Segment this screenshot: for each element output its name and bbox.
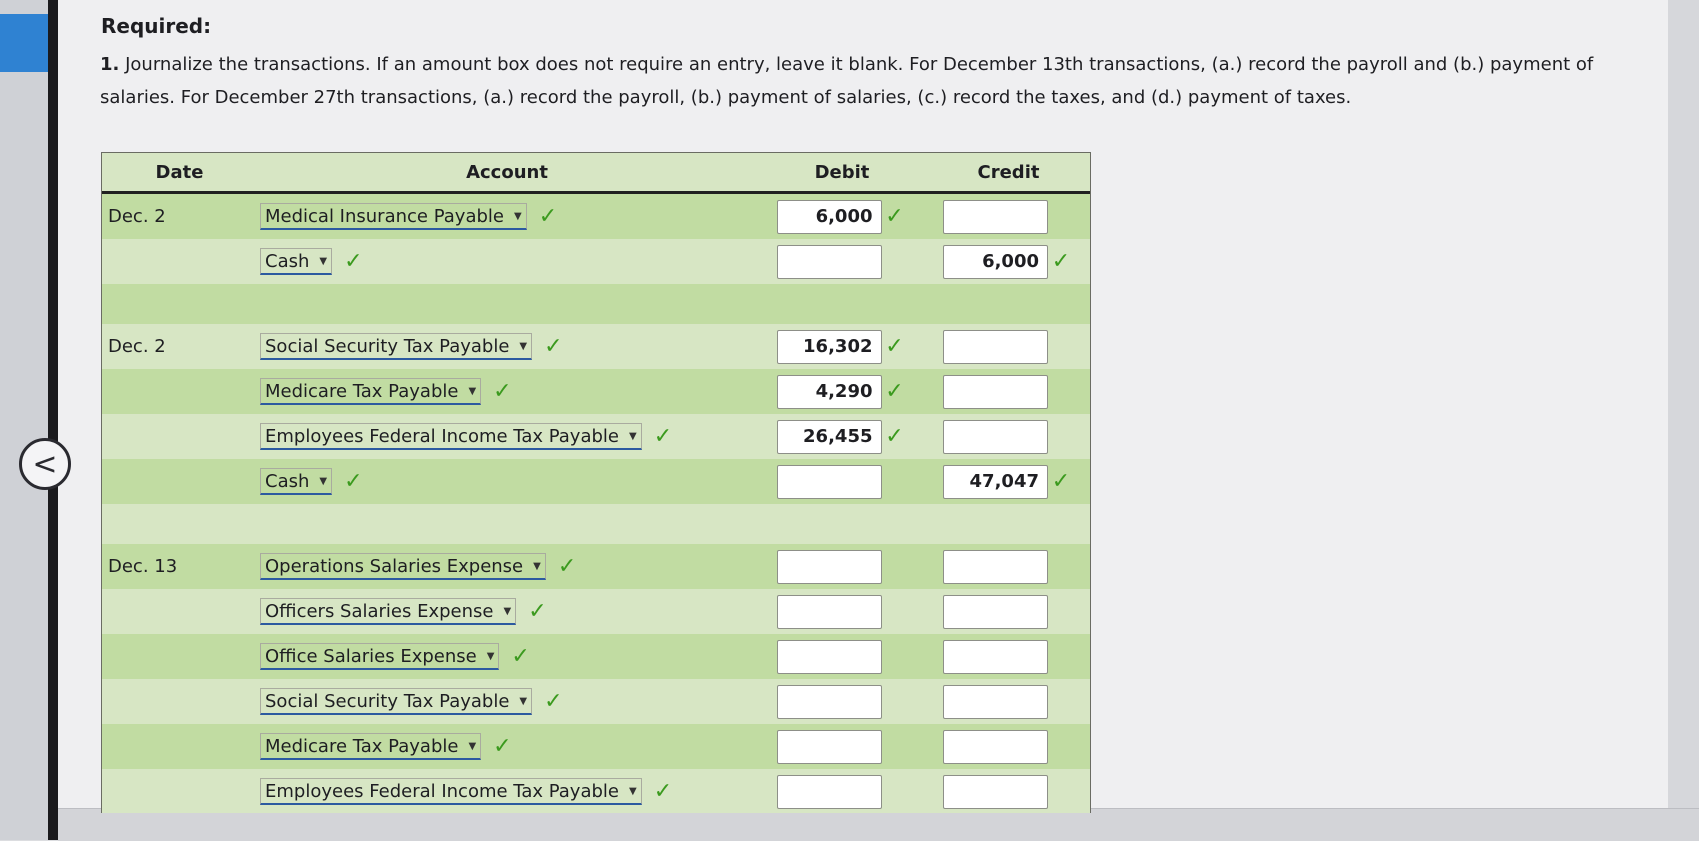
check-icon: ✓	[885, 424, 904, 449]
check-icon: ✓	[653, 779, 673, 804]
credit-input[interactable]	[943, 200, 1048, 234]
credit-input[interactable]	[943, 595, 1048, 629]
caret-down-icon: ▼	[513, 210, 522, 222]
back-button[interactable]	[19, 438, 71, 490]
row-date: Dec. 2	[108, 206, 166, 227]
debit-input[interactable]	[777, 640, 882, 674]
table-row	[102, 459, 1090, 504]
account-select[interactable]: Officers Salaries Expense ▼	[260, 598, 516, 625]
journal-table	[101, 152, 1091, 813]
caret-down-icon: ▼	[503, 605, 512, 617]
table-row	[102, 589, 1090, 634]
check-icon: ✓	[511, 644, 530, 669]
table-header	[102, 153, 1090, 194]
table-row	[102, 544, 1090, 589]
chevron-left-icon: <	[32, 446, 58, 482]
debit-input[interactable]: 26,455	[777, 420, 882, 454]
caret-down-icon: ▼	[519, 695, 528, 707]
header-account: Account	[466, 161, 548, 183]
account-select[interactable]: Social Security Tax Payable ▼	[260, 688, 532, 715]
account-select[interactable]: Office Salaries Expense ▼	[260, 643, 499, 670]
table-row	[102, 769, 1090, 813]
account-select[interactable]: Employees Federal Income Tax Payable ▼	[260, 778, 642, 805]
row-spacer	[102, 284, 1090, 324]
credit-input[interactable]	[943, 775, 1048, 809]
caret-down-icon: ▼	[628, 785, 637, 797]
check-icon: ✓	[344, 249, 363, 274]
account-select[interactable]: Medicare Tax Payable ▼	[260, 733, 481, 760]
instruction	[100, 48, 1640, 114]
table-row	[102, 724, 1090, 769]
caret-down-icon: ▼	[628, 430, 637, 442]
caret-down-icon: ▼	[533, 560, 541, 572]
instruction-number: 1.	[100, 54, 120, 75]
caret-down-icon: ▼	[486, 650, 495, 662]
table-row	[102, 194, 1090, 239]
left-blue-tab	[0, 14, 50, 72]
credit-input[interactable]	[943, 685, 1048, 719]
credit-input[interactable]	[943, 375, 1048, 409]
debit-input[interactable]	[777, 595, 882, 629]
check-icon: ✓	[493, 734, 512, 759]
check-icon: ✓	[557, 554, 577, 579]
check-icon: ✓	[538, 204, 558, 229]
debit-input[interactable]	[777, 775, 882, 809]
table-row	[102, 369, 1090, 414]
debit-input[interactable]	[777, 550, 882, 584]
check-icon: ✓	[493, 379, 512, 404]
check-icon: ✓	[528, 599, 547, 624]
check-icon: ✓	[1051, 469, 1071, 494]
debit-input[interactable]	[777, 245, 882, 279]
row-date: Dec. 13	[108, 556, 178, 577]
check-icon: ✓	[544, 334, 563, 359]
caret-down-icon: ▼	[319, 475, 328, 487]
credit-input[interactable]: 47,047	[943, 465, 1048, 499]
header-date: Date	[155, 161, 204, 183]
credit-input[interactable]	[943, 640, 1048, 674]
caret-down-icon: ▼	[519, 340, 528, 352]
credit-input[interactable]	[943, 330, 1048, 364]
account-select[interactable]: Cash ▼	[260, 248, 332, 275]
account-select[interactable]: Medical Insurance Payable ▼	[260, 203, 527, 230]
left-frame	[0, 0, 50, 840]
caret-down-icon: ▼	[468, 740, 477, 752]
header-debit: Debit	[814, 161, 870, 183]
row-spacer	[102, 504, 1090, 544]
debit-input[interactable]: 16,302	[777, 330, 882, 364]
right-edge	[1668, 0, 1699, 808]
check-icon: ✓	[885, 379, 904, 404]
debit-input[interactable]	[777, 685, 882, 719]
caret-down-icon: ▼	[319, 255, 328, 267]
account-select[interactable]: Employees Federal Income Tax Payable ▼	[260, 423, 642, 450]
row-date: Dec. 2	[108, 336, 166, 357]
credit-input[interactable]: 6,000	[943, 245, 1048, 279]
table-row	[102, 324, 1090, 369]
debit-input[interactable]	[777, 730, 882, 764]
check-icon: ✓	[885, 334, 904, 359]
debit-input[interactable]	[777, 465, 882, 499]
debit-input[interactable]: 6,000	[777, 200, 882, 234]
check-icon: ✓	[1051, 249, 1071, 274]
debit-input[interactable]: 4,290	[777, 375, 882, 409]
table-row	[102, 679, 1090, 724]
left-divider	[48, 0, 58, 840]
instruction-text: Journalize the transactions. If an amount box does not require an entry, leave it blank. For December 13th transactions, (a.) record the payroll and (b.) payment of salaries. For December 27th transactions, (a.) record the payroll, (b.) payment of salaries, (c.) record the taxes, and (d.) payment of taxes.	[100, 54, 1594, 108]
credit-input[interactable]	[943, 730, 1048, 764]
check-icon: ✓	[653, 424, 673, 449]
account-select[interactable]: Operations Salaries Expense ▼	[260, 553, 546, 580]
required-heading: Required:	[101, 14, 212, 38]
account-select[interactable]: Cash ▼	[260, 468, 332, 495]
table-row	[102, 414, 1090, 459]
account-select[interactable]: Social Security Tax Payable ▼	[260, 333, 532, 360]
table-row	[102, 634, 1090, 679]
check-icon: ✓	[344, 469, 363, 494]
check-icon: ✓	[544, 689, 563, 714]
credit-input[interactable]	[943, 420, 1048, 454]
check-icon: ✓	[885, 204, 904, 229]
caret-down-icon: ▼	[468, 385, 477, 397]
account-select[interactable]: Medicare Tax Payable ▼	[260, 378, 481, 405]
header-credit: Credit	[977, 161, 1040, 183]
table-row	[102, 239, 1090, 284]
credit-input[interactable]	[943, 550, 1048, 584]
